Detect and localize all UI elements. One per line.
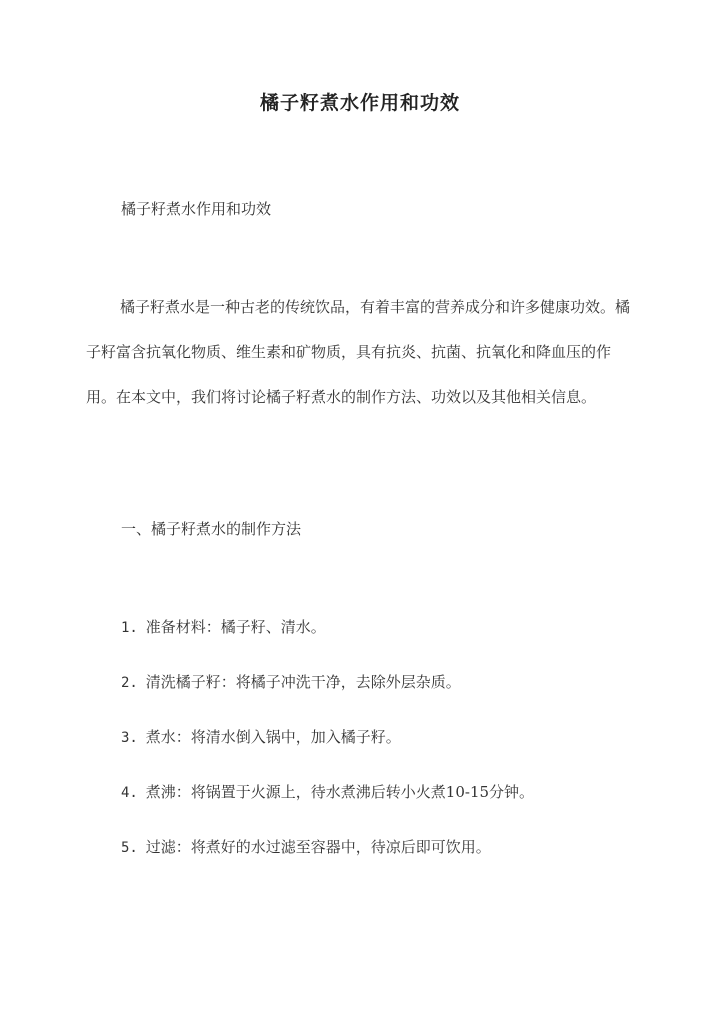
step-number: 2. [121,675,138,691]
step-number: 4. [121,785,138,801]
document-subtitle: 橘子籽煮水作用和功效 [121,200,272,218]
step-item [121,836,534,891]
step-item [121,726,534,781]
step-text: 煮水：将清水倒入锅中，加入橘子籽。 [145,728,401,746]
step-text: 清洗橘子籽：将橘子冲洗干净，去除外层杂质。 [145,673,461,691]
step-number: 3. [121,730,138,746]
step-number: 1. [121,620,138,636]
section-heading-method: 一、橘子籽煮水的制作方法 [121,520,302,538]
step-text: 煮沸：将锅置于火源上，待水煮沸后转小火煮10-15分钟。 [145,783,535,801]
intro-paragraph: 橘子籽煮水是一种古老的传统饮品，有着丰富的营养成分和许多健康功效。橘子籽富含抗氧化物质、维生素和矿物质，具有抗炎、抗菌、抗氧化和降血压的作用。在本文中，我们将讨论橘子籽煮水的制作方法、功效以及其他相关信息。 [86,298,631,406]
page-title: 橘子籽煮水作用和功效 [259,92,460,114]
step-text: 过滤：将煮好的水过滤至容器中，待凉后即可饮用。 [145,838,491,856]
step-item [121,616,534,671]
step-item [121,671,534,726]
step-text: 准备材料：橘子籽、清水。 [145,618,326,636]
step-number: 5. [121,840,138,856]
step-item [121,781,534,836]
method-steps-list [121,616,534,891]
